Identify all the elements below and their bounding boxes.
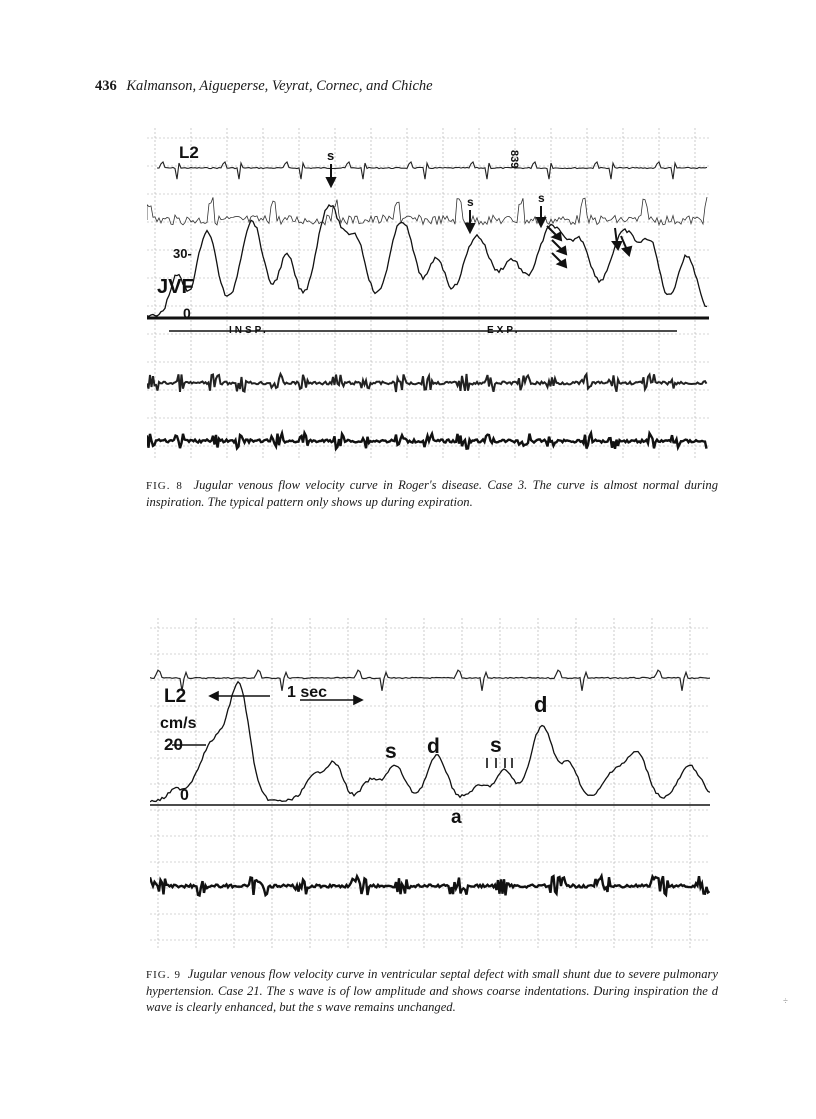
- figure-8-phonocardiogram-2: [147, 433, 707, 449]
- figure-8-arrows: [327, 164, 631, 267]
- figure-9-time-arrow-right: [354, 696, 362, 704]
- figure-8-ecg-trace: [157, 162, 707, 179]
- figure-8-tracing: [147, 128, 709, 458]
- figure-8-indent-arrowhead-5: [623, 247, 631, 255]
- figure-8-exp-label: EXP.: [487, 325, 521, 336]
- figure-8-arrowhead-s1: [327, 178, 335, 186]
- figure-8-lead-label: L2: [179, 143, 199, 162]
- figure-9-s-label-2: s: [490, 734, 502, 757]
- figure-9-svg: [150, 618, 710, 948]
- figure-9-d-label-2: d: [534, 692, 548, 717]
- figure-8-scale-label: 30-: [173, 246, 192, 261]
- figure-8-s-label-3: s: [538, 191, 545, 205]
- figure-9-caption: [146, 966, 718, 1015]
- figure-9-lead-label: L2: [164, 686, 187, 707]
- figure-8-insp-label: INSP.: [229, 325, 269, 336]
- figure-8-caption-text: Jugular venous flow velocity curve in Roger's disease. Case 3. The curve is almost normal during inspiration. The typical pattern only shows up during expiration.: [146, 478, 718, 509]
- figure-9-scale-label: 20: [164, 735, 183, 754]
- figure-8-svg: [147, 128, 709, 458]
- figure-9-tracing: [150, 618, 710, 948]
- page-number: 436: [95, 78, 117, 94]
- running-head: [95, 78, 433, 95]
- figure-9-markers: [172, 692, 512, 768]
- figure-9-grid: [150, 618, 710, 948]
- figure-9-d-label-1: d: [427, 735, 440, 758]
- figure-9-s-label-1: s: [385, 740, 397, 763]
- figure-9-time-arrow-left: [210, 692, 218, 700]
- figure-8-s-label-2: s: [467, 195, 474, 209]
- figure-8-arrowhead-s3: [537, 218, 545, 226]
- figure-8-phonocardiogram-1: [147, 374, 707, 392]
- figure-8-zero-label: 0: [183, 305, 191, 321]
- running-head-authors: Kalmanson, Aigueperse, Veyrat, Cornec, and Chiche: [126, 78, 433, 94]
- figure-9-unit-label: cm/s: [160, 715, 197, 732]
- figure-9-a-label: a: [451, 807, 462, 828]
- figure-9-caption-text: Jugular venous flow velocity curve in ventricular septal defect with small shunt due to severe pulmonary hypertension. Case 21. The s wave is of low amplitude and shows coarse indentations. During inspiration the d wave is clearly enhanced, but the s wave remains unchanged.: [146, 967, 718, 1014]
- figure-9-zero-label: 0: [180, 787, 189, 804]
- figure-8-s-label-1: s: [327, 148, 335, 163]
- margin-mark: ÷: [783, 996, 788, 1006]
- figure-9-caption-label: FIG. 9: [146, 969, 181, 981]
- figure-8-arrowhead-s2: [466, 224, 474, 232]
- figure-8-caption: [146, 477, 718, 510]
- figure-8-caption-label: FIG. 8: [146, 480, 183, 492]
- figure-9-time-label: 1 sec: [287, 684, 328, 701]
- figure-8-signal-label: JVF: [157, 276, 194, 298]
- figure-8-code-label: 839: [508, 150, 520, 169]
